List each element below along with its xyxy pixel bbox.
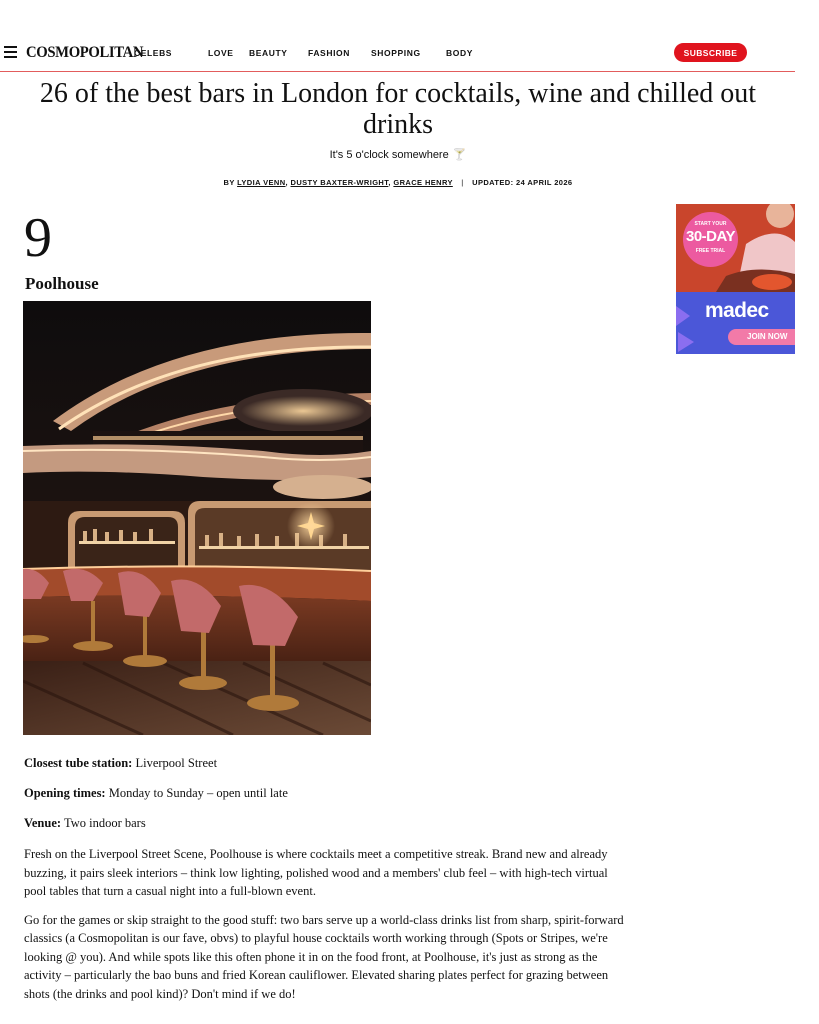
ad-trial-badge [683, 212, 738, 267]
nav-link-celebs[interactable]: CELEBS [134, 48, 173, 58]
article-dek [20, 148, 776, 161]
author-link[interactable]: GRACE HENRY [393, 178, 453, 187]
nav-links [134, 48, 486, 58]
fact-venue [24, 815, 624, 845]
ad-footer [676, 292, 795, 354]
ad-badge-line: START YOUR [694, 221, 727, 227]
byline: BY LYDIA VENN, DUSTY BAXTER-WRIGHT, GRACE HENRY | UPDATED: 24 APRIL 2026 [223, 178, 573, 187]
nav-link-love[interactable]: LOVE [208, 48, 234, 58]
updated-date: UPDATED: 24 APRIL 2026 [472, 178, 573, 187]
fact-tube-station [24, 755, 624, 785]
top-navigation [0, 38, 795, 72]
site-logo[interactable]: COSMOPOLITAN [26, 44, 144, 61]
author-link[interactable]: DUSTY BAXTER-WRIGHT [290, 178, 389, 187]
entry-body [24, 845, 629, 1013]
author-link[interactable]: LYDIA VENN [237, 178, 286, 187]
entry-title: Poolhouse [25, 274, 99, 293]
fact-value: Two indoor bars [63, 816, 146, 830]
nav-link-body[interactable]: BODY [446, 48, 473, 58]
fact-opening-times [24, 785, 624, 815]
fact-label: Venue: [24, 816, 62, 830]
advertisement-banner[interactable] [676, 204, 795, 354]
subscribe-button[interactable]: SUBSCRIBE [674, 43, 747, 62]
ad-join-button[interactable]: JOIN NOW [728, 329, 795, 345]
article-title: 26 of the best bars in London for cocktails, wine and chilled out drinks [39, 78, 757, 140]
ad-brand-name: madec [705, 299, 769, 322]
ad-image [676, 204, 795, 292]
nav-link-fashion[interactable]: FASHION [308, 48, 350, 58]
body-paragraph: Fresh on the Liverpool Street Scene, Poolhouse is where cocktails meet a competitive streak. Brand new and already buzzing, it pairs sleek interiors – think low lighting, polished wood and a members' club feel – with high-tech virtual pool tables that turn a casual night into a full-blown event. [24, 847, 608, 898]
menu-icon[interactable] [4, 46, 17, 58]
article-dek-text: It's 5 o'clock somewhere [329, 149, 449, 161]
venue-photo [23, 301, 371, 735]
fact-value: Liverpool Street [135, 756, 218, 770]
venue-facts [24, 755, 624, 845]
ad-badge-headline: 30-DAY [686, 228, 735, 245]
cocktail-glass-icon: 🍸 [452, 149, 467, 161]
byline-prefix: BY [223, 178, 235, 187]
nav-link-beauty[interactable]: BEAUTY [249, 48, 288, 58]
body-paragraph: Go for the games or skip straight to the good stuff: two bars serve up a world-class drinks list from sharp, spirit-forward classics (a Cosmopolitan is our fave, obvs) to playful house cocktails worth working through (Spots or Stripes, we're looking @ you). And while spots like this often phone it in on the food front, at Poolhouse, it's just as strong as the activity – particularly the bao buns and fried Korean cauliflower. Elevated sharing plates perfect for grazing between shots (the drinks and pool kind)? Don't mind if we do! [24, 912, 624, 1001]
fact-value: Monday to Sunday – open until late [108, 786, 288, 800]
entry-number: 9 [24, 207, 52, 269]
fact-label: Closest tube station: [24, 756, 133, 770]
ad-badge-line: FREE TRIAL [695, 248, 726, 254]
byline-separator: | [461, 178, 464, 187]
nav-link-shopping[interactable]: SHOPPING [371, 48, 421, 58]
fact-label: Opening times: [24, 786, 106, 800]
